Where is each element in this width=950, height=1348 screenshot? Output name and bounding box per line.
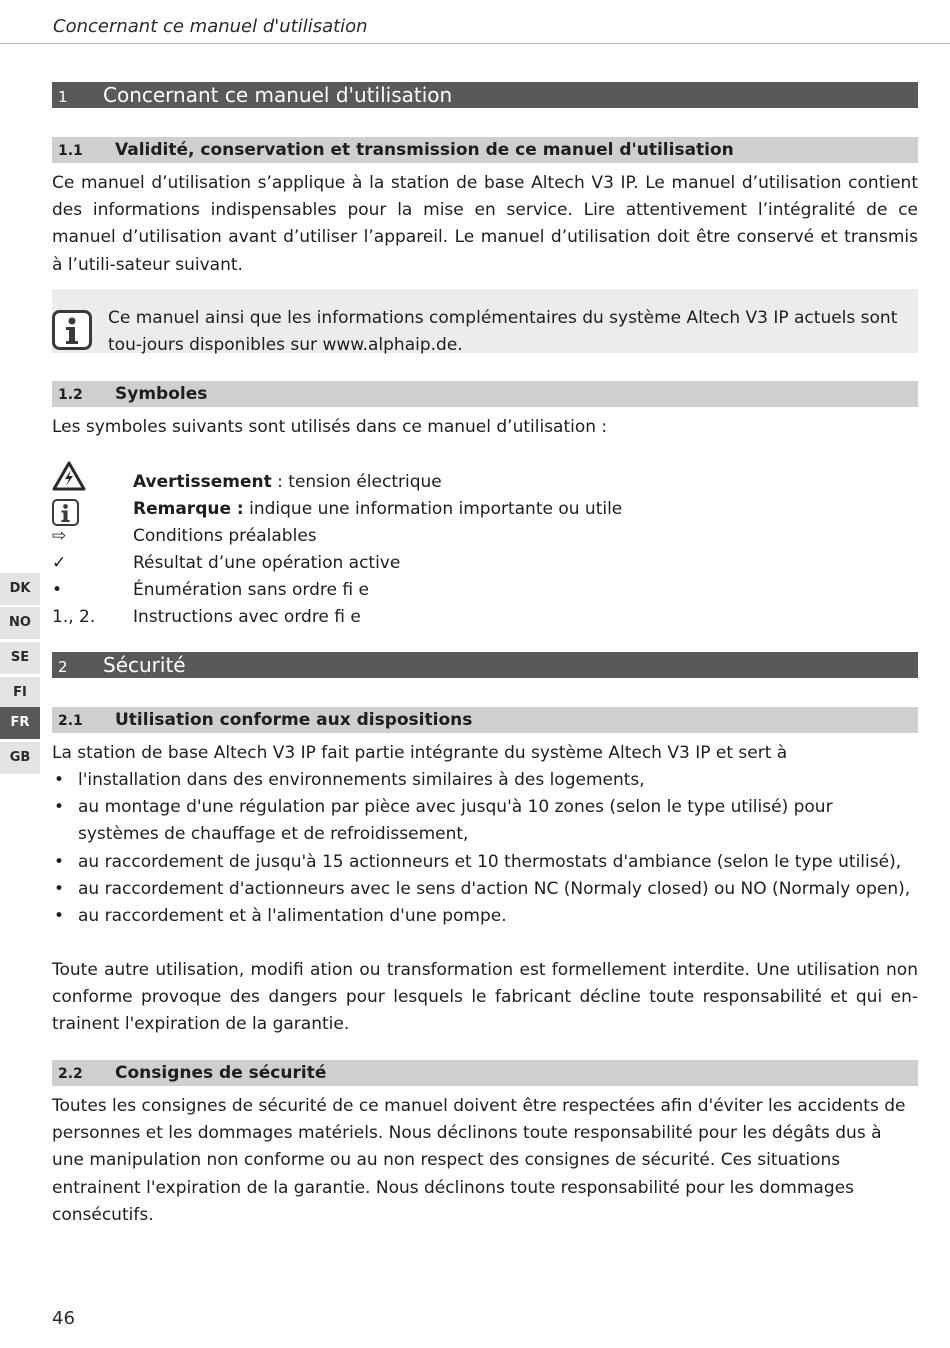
list-item: • au raccordement et à l'alimentation d'une pompe. — [52, 903, 918, 930]
subsection-number: 2.1 — [58, 713, 83, 729]
language-tab-gb[interactable]: GB — [0, 742, 40, 774]
symbol-description: indique une information importante ou utile — [243, 499, 623, 519]
symbol-bold-label: Remarque : — [133, 499, 244, 519]
symbol-description: : tension électrique — [271, 472, 442, 492]
subsection-1-1-heading — [52, 137, 918, 163]
symbols-intro: Les symboles suivants sont utilisés dans ce manuel d’utilisation : — [52, 417, 608, 437]
section-2-heading — [52, 652, 918, 678]
prohibited-use-paragraph: Toute autre utilisation, modifi ation ou transformation est formellement interdite. Une utilisation non conforme provoque des dangers pour lesquels le fabricant décline toute responsabilité et qui en-trainent l'expiration de la garantie. — [52, 960, 918, 1035]
section-number: 2 — [58, 658, 68, 676]
checkmark-icon: ✓ — [52, 553, 67, 573]
language-tab-no[interactable]: NO — [0, 607, 40, 639]
symbol-row-enumeration — [52, 577, 918, 604]
section-1-heading — [52, 82, 918, 108]
section-title: Concernant ce manuel d'utilisation — [103, 83, 453, 107]
language-tab-se[interactable]: SE — [0, 642, 40, 674]
symbol-row-conditions — [52, 523, 918, 550]
numbered-symbol: 1., 2. — [52, 607, 96, 627]
symbol-row-instructions — [52, 604, 918, 631]
subsection-1-2-heading — [52, 381, 918, 407]
bullet-icon: • — [52, 580, 63, 600]
language-tab-fi[interactable]: FI — [0, 677, 40, 709]
subsection-title: Utilisation conforme aux dispositions — [115, 710, 473, 730]
intended-use-intro: La station de base Altech V3 IP fait partie intégrante du système Altech V3 IP et sert à — [52, 743, 788, 763]
language-tab-dk[interactable]: DK — [0, 573, 40, 605]
info-icon — [52, 499, 79, 526]
symbol-description: Conditions préalables — [133, 526, 317, 546]
list-item: • au montage d'une régulation par pièce avec jusqu'à 10 zones (selon le type utilisé) pour systèmes de chauffage et de refroidissement, — [52, 794, 918, 848]
symbol-row-note — [52, 496, 918, 523]
list-item: • l'installation dans des environnements similaires à des logements, — [52, 767, 918, 794]
subsection-number: 2.2 — [58, 1066, 83, 1082]
section-number: 1 — [58, 88, 68, 106]
section-title: Sécurité — [103, 653, 186, 677]
page-header-title: Concernant ce manuel d'utilisation — [53, 16, 368, 37]
subsection-2-1-heading — [52, 707, 918, 733]
list-item: • au raccordement de jusqu'à 15 actionneurs et 10 thermostats d'ambiance (selon le type utilisé), — [52, 849, 918, 876]
subsection-number: 1.1 — [58, 143, 83, 159]
language-tab-fr[interactable]: FR — [0, 707, 40, 739]
intended-use-list — [52, 767, 918, 930]
symbol-bold-label: Avertissement — [133, 472, 272, 492]
symbol-row-result — [52, 550, 918, 577]
subsection-title: Consignes de sécurité — [115, 1063, 327, 1083]
validity-paragraph: Ce manuel d’utilisation s’applique à la station de base Altech V3 IP. Le manuel d’utilisation contient des informations indispensables pour la mise en service. Lire attentivement l’intégralité de ce manuel d’utilisation avant d’utiliser l’appareil. Le manuel d’utilisation doit être conservé et transmis à l’utili-sateur suivant. — [52, 173, 918, 275]
warning-triangle-icon — [52, 461, 86, 491]
symbol-description: Instructions avec ordre fi e — [133, 607, 361, 627]
list-item: • au raccordement d'actionneurs avec le sens d'action NC (Normaly closed) ou NO (Normaly open), — [52, 876, 918, 903]
symbol-row-warning — [52, 469, 918, 496]
header-divider — [0, 43, 950, 44]
subsection-title: Symboles — [115, 384, 208, 404]
info-icon — [52, 310, 92, 350]
symbol-description: Énumération sans ordre fi e — [133, 580, 369, 600]
safety-paragraph: Toutes les consignes de sécurité de ce manuel doivent être respectées afin d'éviter les accidents de personnes et les dommages matériels. Nous déclinons toute responsabilité pour les dégâts dus à une manipulation non conforme ou au non respect des consignes de sécurité. Ces situations entrainent l'expiration de la garantie. Nous déclinons toute responsabilité pour les dommages consécutifs. — [52, 1096, 906, 1225]
note-text: Ce manuel ainsi que les informations complémentaires du système Altech V3 IP actuels sont tou-jours disponibles sur www.alphaip.de. — [108, 308, 898, 356]
subsection-number: 1.2 — [58, 387, 83, 403]
subsection-title: Validité, conservation et transmission de ce manuel d'utilisation — [115, 140, 734, 160]
subsection-2-2-heading — [52, 1060, 918, 1086]
page-number: 46 — [52, 1308, 75, 1329]
arrow-right-icon: ⇨ — [52, 526, 67, 546]
symbol-description: Résultat d’une opération active — [133, 553, 401, 573]
